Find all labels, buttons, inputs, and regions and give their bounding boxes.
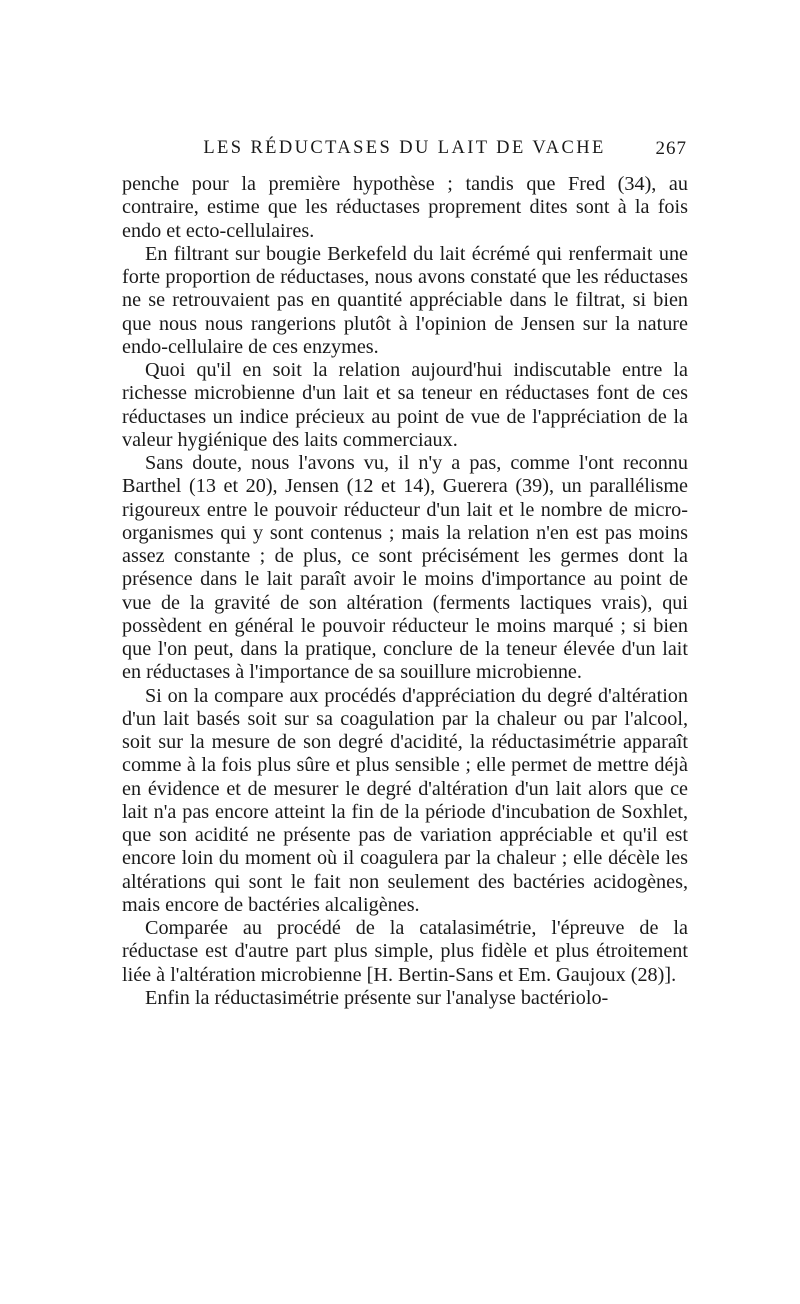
paragraph-filtration: En filtrant sur bougie Berkefeld du lait écrémé qui renfermait une forte proportion de réductases, nous avons constaté que les réductases ne se retrouvaient pas en quantité appréciable dans le filtrat, si bien que nous nous rangerions plutôt à l'opinion de Jensen sur la nature endo-cellulaire de ces enzymes.	[122, 242, 688, 358]
paragraph-continued: penche pour la première hypothèse ; tandis que Fred (34), au contraire, estime que les réductases proprement dites sont à la fois endo et ecto-cellulaires.	[122, 173, 688, 242]
paragraph-parallelism: Sans doute, nous l'avons vu, il n'y a pas, comme l'ont reconnu Barthel (13 et 20), Jensen (12 et 14), Guerera (39), un parallélisme rigoureux entre le pouvoir réducteur d'un lait et le nombre de micro-organismes qui y sont contenus ; mais la relation n'en est pas moins assez constante ; de plus, ce sont précisément les germes dont la présence dans le lait paraît avoir le moins d'importance au point de vue de la gravité de son altération (ferments lactiques vrais), qui possèdent en général le pouvoir réducteur le moins marqué ; si bien que l'on peut, dans la pratique, conclure de la teneur élevée d'un lait en réductases à l'importance de sa souillure microbienne.	[122, 452, 688, 684]
paragraph-catalasimetry: Comparée au procédé de la catalasimétrie, l'épreuve de la réductase est d'autre part plus simple, plus fidèle et plus étroitement liée à l'altération microbienne [H. Bertin-Sans et Em. Gaujoux (28)].	[122, 917, 688, 986]
running-head: LES RÉDUCTASES DU LAIT DE VACHE	[203, 138, 606, 158]
paragraph-relation: Quoi qu'il en soit la relation aujourd'hui indiscutable entre la richesse microbienne d'un lait et sa teneur en réductases font de ces réductases un indice précieux au point de vue de l'appréciation de la valeur hygiénique des laits commerciaux.	[122, 359, 688, 451]
page-number: 267	[655, 138, 687, 159]
paragraph-comparison: Si on la compare aux procédés d'appréciation du degré d'altération d'un lait basés soit sur sa coagulation par la chaleur ou par l'alcool, soit sur la mesure de son degré d'acidité, la réductasimétrie apparaît comme à la fois plus sûre et plus sensible ; elle permet de mettre déjà en évidence et de mesurer le degré d'altération d'un lait alors que ce lait n'a pas encore atteint la fin de la période d'incubation de Soxhlet, que son acidité ne présente pas de variation appréciable et qu'il est encore loin du moment où il coagulera par la chaleur ; elle décèle les altérations qui sont le fait non seulement des bactéries acidogènes, mais encore de bactéries alcaligènes.	[122, 684, 688, 916]
paragraph-final: Enfin la réductasimétrie présente sur l'analyse bactériolo-	[145, 986, 609, 1009]
page-header	[122, 138, 687, 166]
body-text	[122, 173, 688, 1010]
